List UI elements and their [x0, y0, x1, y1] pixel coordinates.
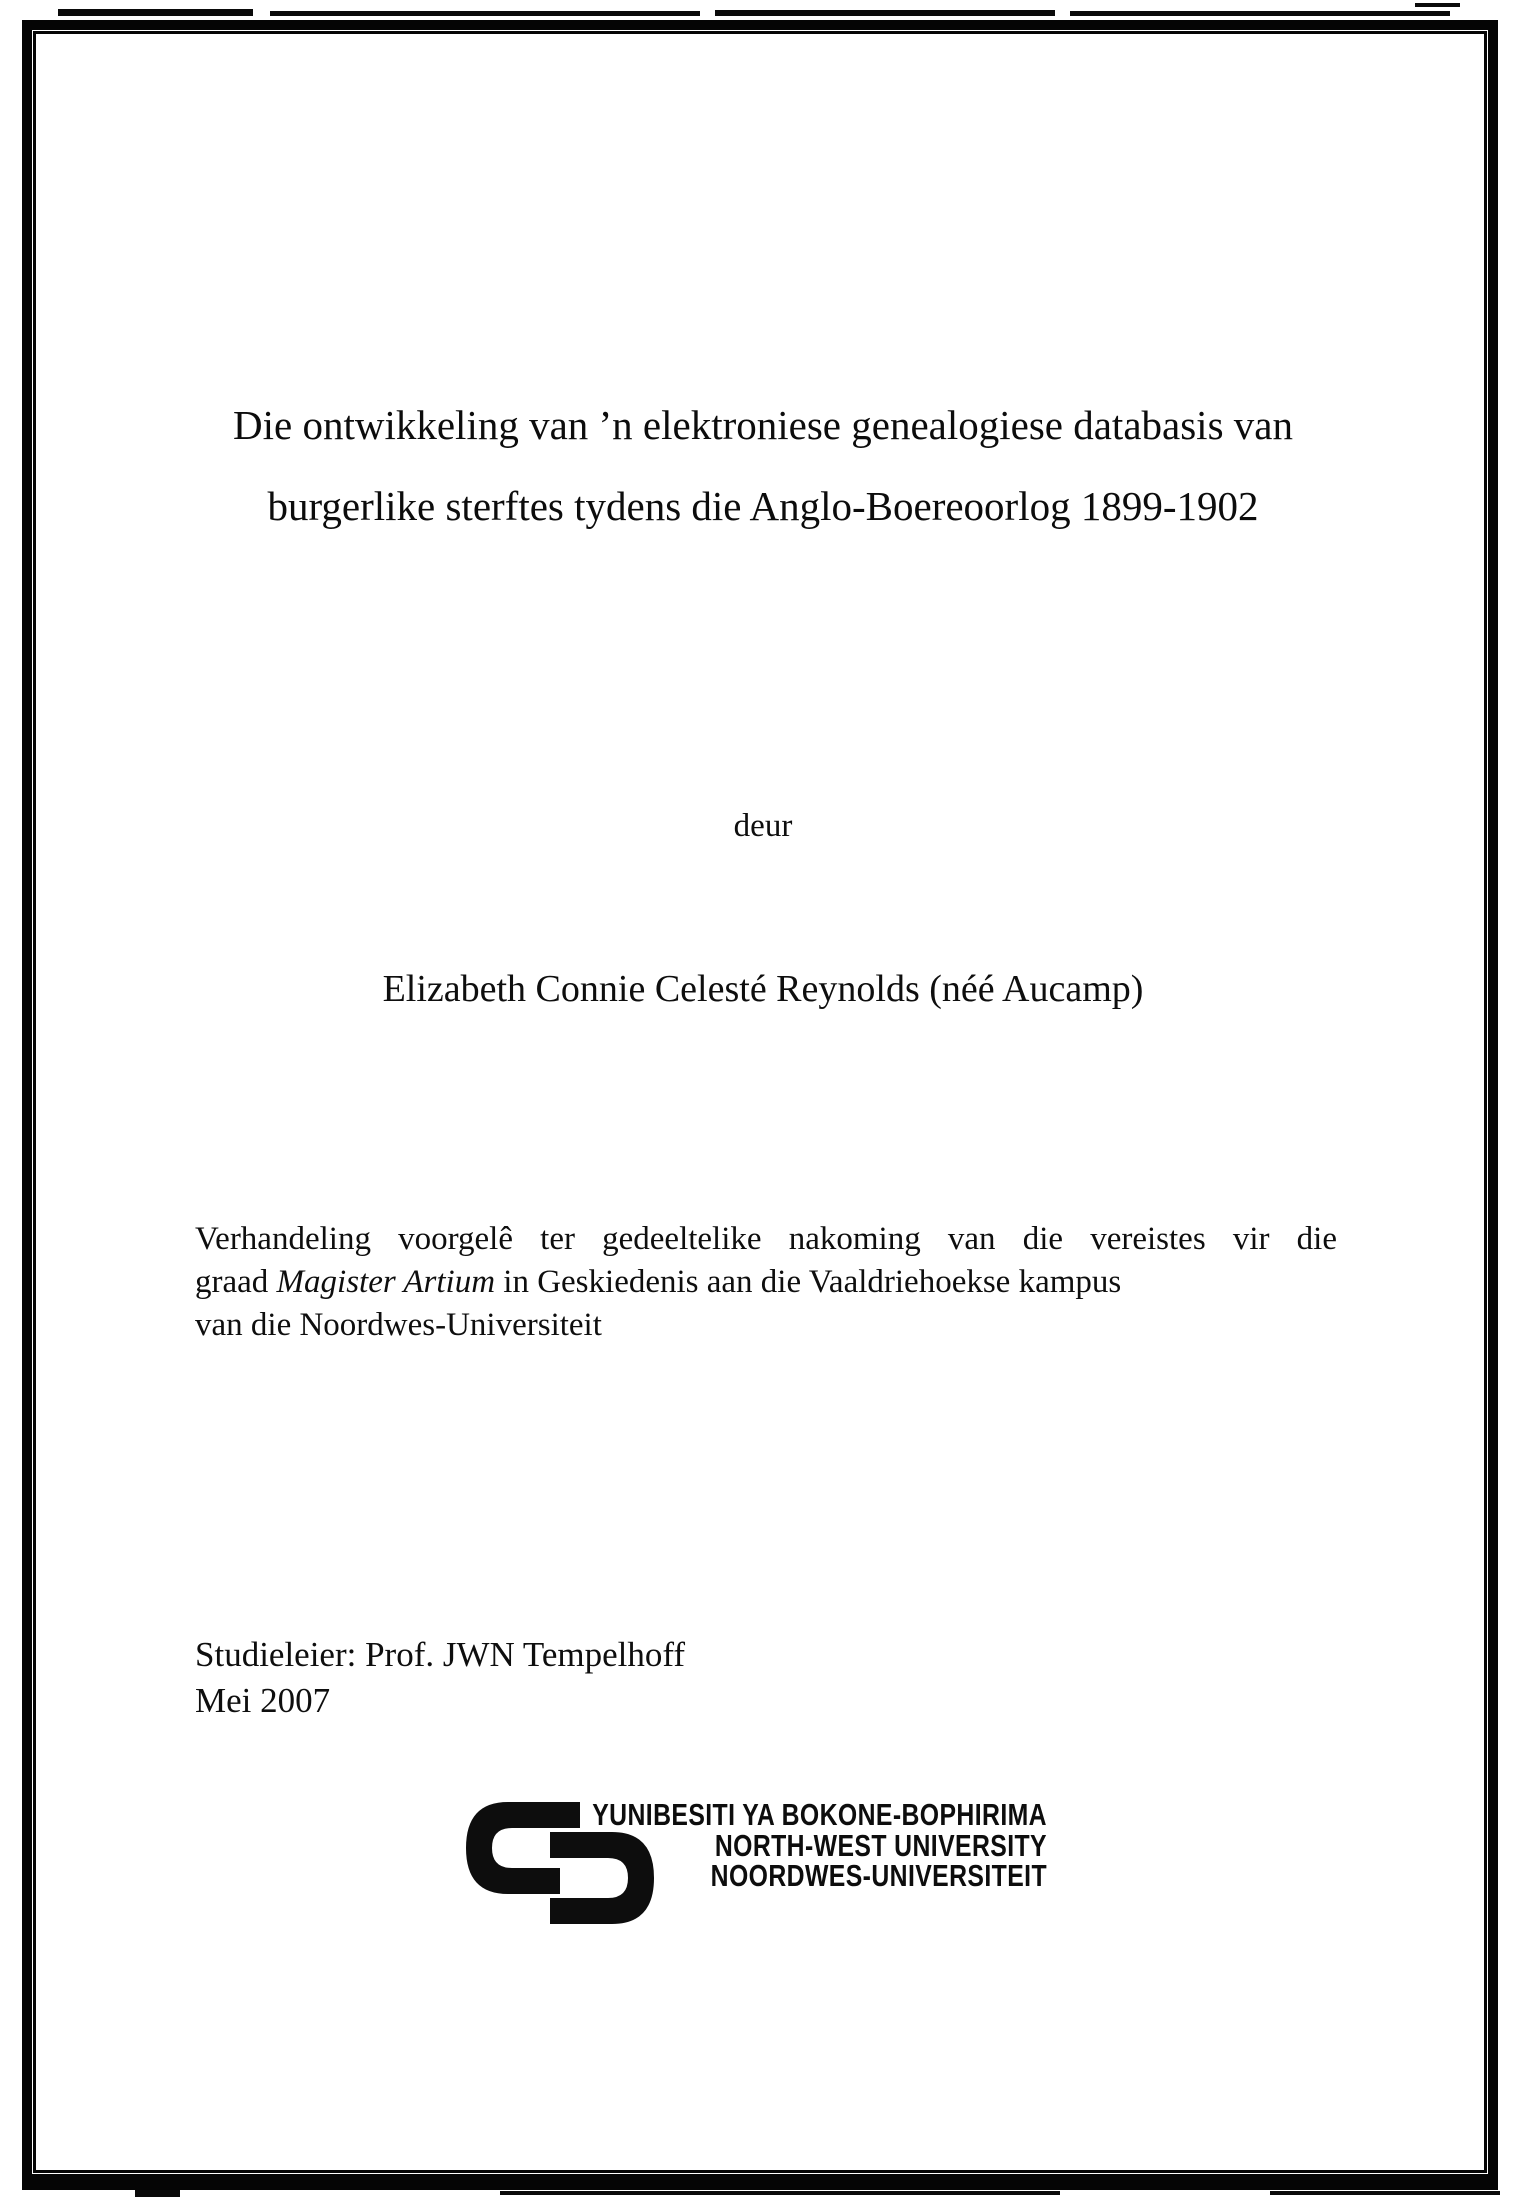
logo-text-setswana: YUNIBESITI YA BOKONE-BOPHIRIMA — [592, 1797, 1047, 1832]
submission-line-2-post: in Geskiedenis aan die Vaaldriehoekse kampus — [495, 1264, 1122, 1300]
scan-artifact — [500, 2191, 1060, 2195]
logo-text-english: NORTH-WEST UNIVERSITY — [714, 1827, 1047, 1863]
scan-artifact — [58, 9, 253, 16]
scan-artifact — [1415, 3, 1460, 7]
thesis-title — [113, 385, 1413, 547]
submission-line-3: van die Noordwes-Universiteit — [195, 1307, 602, 1343]
scan-artifact — [135, 2190, 180, 2197]
submission-line-1: Verhandeling voorgelê ter gedeeltelike nakoming van die vereistes vir die — [195, 1221, 1337, 1257]
author-name: Elizabeth Connie Celesté Reynolds (néé Aucamp) — [382, 968, 1144, 1010]
supervisor-block — [195, 1632, 1095, 1724]
thesis-title-line-2: burgerlike sterftes tydens die Anglo-Boereoorlog 1899-1902 — [267, 483, 1259, 529]
byline-label: deur — [733, 808, 793, 844]
logo-text-afrikaans: NOORDWES-UNIVERSITEIT — [710, 1858, 1047, 1893]
scan-artifact — [1270, 2191, 1500, 2195]
submission-line-2-pre: graad — [195, 1264, 277, 1300]
supervisor-line: Studieleier: Prof. JWN Tempelhoff — [195, 1635, 686, 1674]
scan-artifact — [715, 10, 1055, 16]
nwu-logo-text — [567, 1797, 1047, 1893]
scan-artifact — [1070, 11, 1450, 16]
submission-statement — [195, 1218, 1337, 1347]
date-line: Mei 2007 — [195, 1681, 331, 1720]
scan-artifact — [270, 11, 700, 16]
submission-line-2 — [195, 1261, 1337, 1304]
thesis-title-line-1: Die ontwikkeling van ’n elektroniese genealogiese databasis van — [233, 402, 1293, 448]
degree-name: Magister Artium — [276, 1264, 496, 1300]
